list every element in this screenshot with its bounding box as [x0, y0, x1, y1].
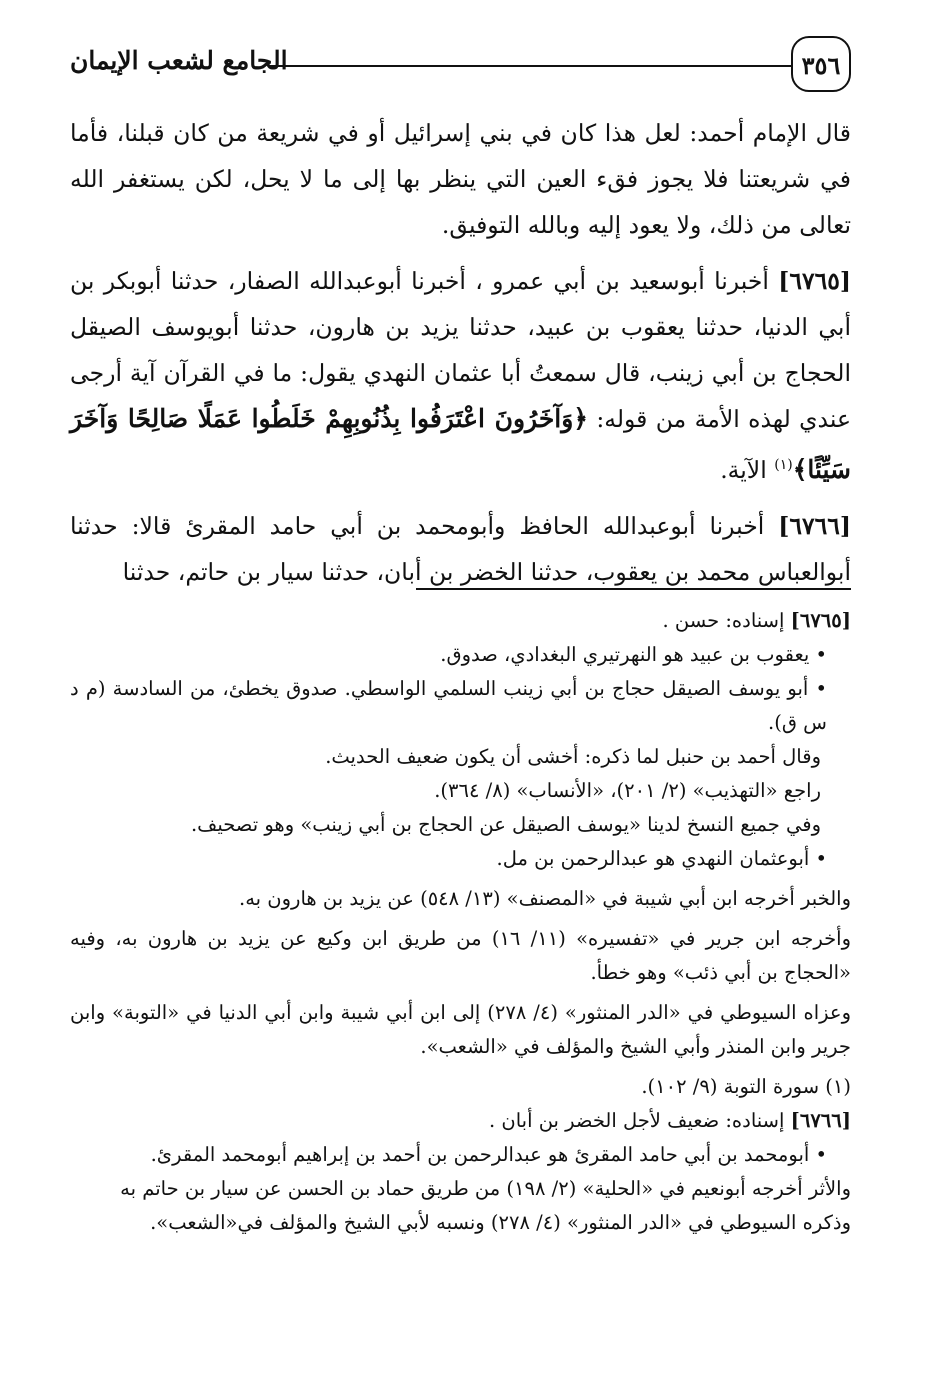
footnote-ref: (١) سورة التوبة (٩/ ١٠٢).	[641, 1075, 851, 1098]
footnote-line: وقال أحمد بن حنبل لما ذكره: أخشى أن يكون ضعيف الحديث.	[325, 745, 821, 768]
hadith-text: أخبرنا أبوسعيد بن أبي عمرو ، أخبرنا أبوعبدالله الصفار، حدثنا أبوبكر بن أبي الدنيا، حدثنا يعقوب بن عبيد، حدثنا يزيد بن هارون، حدثنا أبويوسف الصيقل الحجاج بن أبي زينب، قال سمعتُ أبا عثمان النهدي يقول: ما في القرآن آية أرجى عندي لهذه الأمة من قوله:	[70, 267, 851, 433]
footnote-text: إسناده: ضعيف لأجل الخضر بن أبان .	[489, 1109, 785, 1132]
footnote-line: • يعقوب بن عبيد هو النهرتيري البغدادي، صدوق.	[440, 643, 827, 666]
main-text	[70, 110, 851, 603]
footnote-separator	[416, 588, 851, 590]
footnote-line: والخبر أخرجه ابن أبي شيبة في «المصنف» (١٣/ ٥٤٨) عن يزيد بن هارون به.	[239, 887, 851, 910]
footnote-line	[70, 604, 851, 638]
hadith-6766	[70, 503, 851, 595]
header-rule	[270, 65, 791, 67]
footnotes	[70, 604, 851, 1240]
footnote-line: والأثر أخرجه أبونعيم في «الحلية» (٢/ ١٩٨) من طريق حماد بن الحسن عن سيار بن حاتم به	[120, 1177, 851, 1200]
hadith-text: أخبرنا أبوعبدالله الحافظ وأبومحمد بن أبي حامد المقرئ قالا: حدثنا أبوالعباس محمد بن يعقوب، حدثنا الخضر بن أبان، حدثنا سيار بن حاتم، حدثنا	[70, 511, 851, 586]
hadith-number: [٦٧٦٥]	[778, 267, 851, 295]
quran-verse: ﴿وَآخَرُونَ اعْتَرَفُوا بِذُنُوبِهِمْ خَلَطُوا عَمَلًا صَالِحًا وَآخَرَ سَيِّئًا﴾	[70, 404, 851, 484]
footnote-marker: (١)	[774, 457, 793, 473]
page-header	[70, 36, 851, 96]
footnote-number: [٦٧٦٥]	[790, 609, 851, 632]
footnote-number: [٦٧٦٦]	[790, 1109, 851, 1132]
footnote-line: وأخرجه ابن جرير في «تفسيره» (١١/ ١٦) من طريق ابن وكيع عن يزيد بن هارون به، وفيه «الحجاج بن أبي ذئب» وهو خطأ.	[70, 927, 851, 984]
hadith-6765	[70, 258, 851, 493]
footnote-line: وذكره السيوطي في «الدر المنثور» (٤/ ٢٧٨) ونسبه لأبي الشيخ والمؤلف في«الشعب».	[150, 1211, 851, 1234]
footnote-line: وعزاه السيوطي في «الدر المنثور» (٤/ ٢٧٨) إلى ابن أبي شيبة وابن أبي الدنيا في «التوبة» وابن جرير وابن المنذر وأبي الشيخ والمؤلف في «الشعب».	[70, 1001, 851, 1058]
hadith-ending: الآية.	[720, 455, 767, 484]
commentary-text: قال الإمام أحمد: لعل هذا كان في بني إسرائيل أو في شريعة من كان قبلنا، فأما في شريعتنا فلا يجوز فقء العين التي ينظر بها إلى ما لا يحل، لكن يستغفر الله تعالى من ذلك، ولا يعود إليه وبالله التوفيق.	[70, 119, 851, 239]
footnote-line: • أبومحمد بن أبي حامد المقرئ هو عبدالرحمن بن أحمد بن إبراهيم أبومحمد المقرئ.	[150, 1143, 827, 1166]
page-number: ٣٥٦	[791, 36, 851, 92]
hadith-number: [٦٧٦٦]	[778, 511, 851, 540]
footnote-line: • أبو يوسف الصيقل حجاج بن أبي زينب السلمي الواسطي. صدوق يخطئ، من السادسة (م د س ق).	[70, 677, 827, 734]
footnote-line	[70, 1104, 851, 1138]
footnote-line: وفي جميع النسخ لدينا «يوسف الصيقل عن الحجاج بن أبي زينب» وهو تصحيف.	[190, 813, 821, 836]
footnote-text: إسناده: حسن .	[662, 609, 785, 632]
paragraph-commentary	[70, 110, 851, 248]
footnote-line: • أبوعثمان النهدي هو عبدالرحمن بن مل.	[496, 847, 827, 870]
footnote-line: راجع «التهذيب» (٢/ ٢٠١)، «الأنساب» (٨/ ٣٦٤).	[434, 779, 821, 802]
book-title: الجامع لشعب الإيمان	[70, 46, 288, 75]
